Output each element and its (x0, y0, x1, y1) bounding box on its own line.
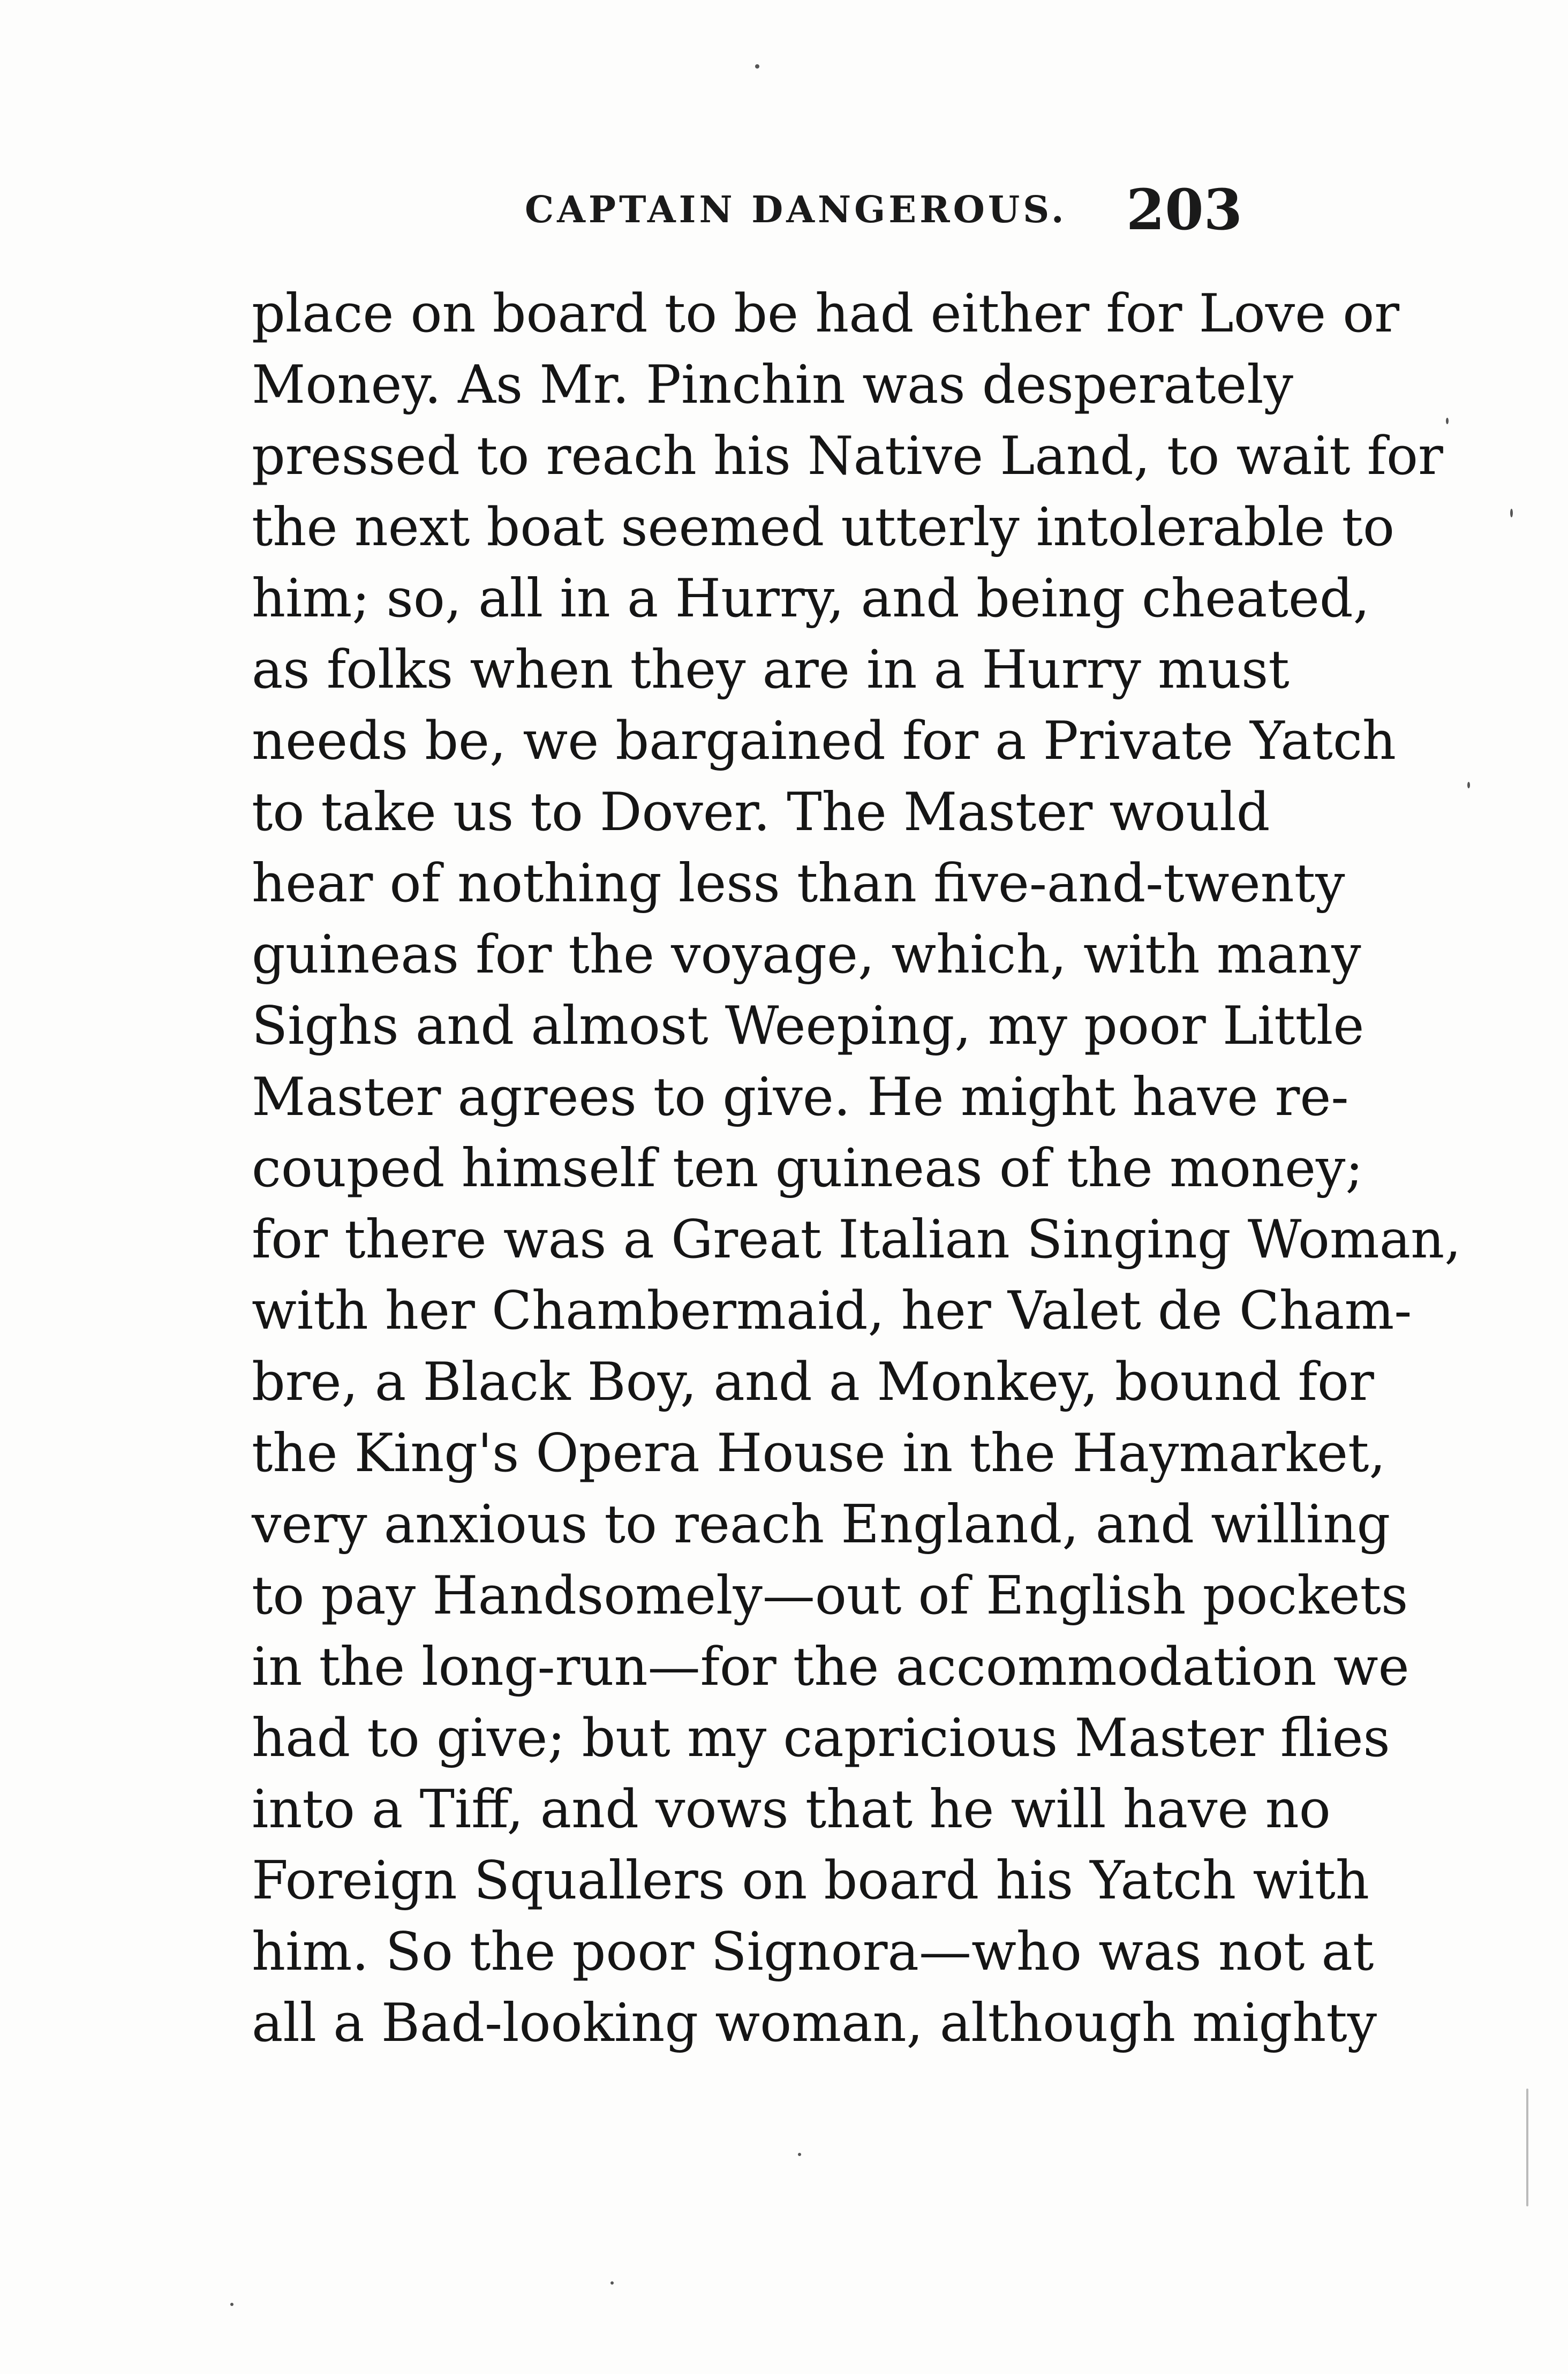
text-line: as folks when they are in a Hurry must (252, 639, 1290, 700)
text-line: had to give; but my capricious Master flies (252, 1708, 1390, 1769)
text-line: needs be, we bargained for a Private Yatch (252, 711, 1397, 772)
scan-speck (1446, 418, 1449, 424)
text-line: with her Chambermaid, her Valet de Cham- (252, 1280, 1412, 1342)
scan-speck (1526, 2089, 1528, 2206)
scan-speck (230, 2303, 233, 2306)
text-line: to pay Handsomely—out of English pockets (252, 1565, 1408, 1626)
text-line: Sighs and almost Weeping, my poor Little (252, 996, 1365, 1057)
text-line: Foreign Squallers on board his Yatch with (252, 1850, 1370, 1911)
scan-speck (1467, 782, 1470, 788)
scan-speck (755, 64, 759, 69)
text-line: into a Tiff, and vows that he will have no (252, 1779, 1331, 1840)
body-text (252, 278, 1461, 2059)
scan-speck (1510, 509, 1513, 517)
text-line: couped himself ten guineas of the money; (252, 1138, 1363, 1199)
text-line: very anxious to reach England, and willing (252, 1494, 1391, 1555)
scan-speck (798, 2153, 801, 2156)
page-number: 203 (1126, 177, 1242, 243)
text-line: all a Bad-looking woman, although mighty (252, 1993, 1377, 2054)
running-head (252, 177, 1242, 252)
text-line: Master agrees to give. He might have re- (252, 1067, 1349, 1128)
text-line: pressed to reach his Native Land, to wait for (252, 426, 1443, 487)
text-line: guineas for the voyage, which, with many (252, 924, 1361, 985)
text-line: the next boat seemed utterly intolerable to (252, 497, 1394, 558)
text-line: bre, a Black Boy, and a Monkey, bound for (252, 1352, 1374, 1413)
running-title: CAPTAIN DANGEROUS. (525, 189, 1067, 231)
text-line: the King's Opera House in the Haymarket, (252, 1423, 1386, 1484)
text-line: Money. As Mr. Pinchin was desperately (252, 355, 1293, 416)
text-line: him; so, all in a Hurry, and being cheated, (252, 568, 1370, 629)
text-line: in the long-run—for the accommodation we (252, 1637, 1409, 1698)
text-line: hear of nothing less than five-and-twenty (252, 853, 1345, 914)
text-line: him. So the poor Signora—who was not at (252, 1921, 1374, 1983)
text-line: to take us to Dover. The Master would (252, 782, 1270, 843)
text-line: for there was a Great Italian Singing Woman, (252, 1209, 1461, 1270)
text-line: place on board to be had either for Love or (252, 283, 1400, 344)
scan-speck (610, 2281, 614, 2285)
